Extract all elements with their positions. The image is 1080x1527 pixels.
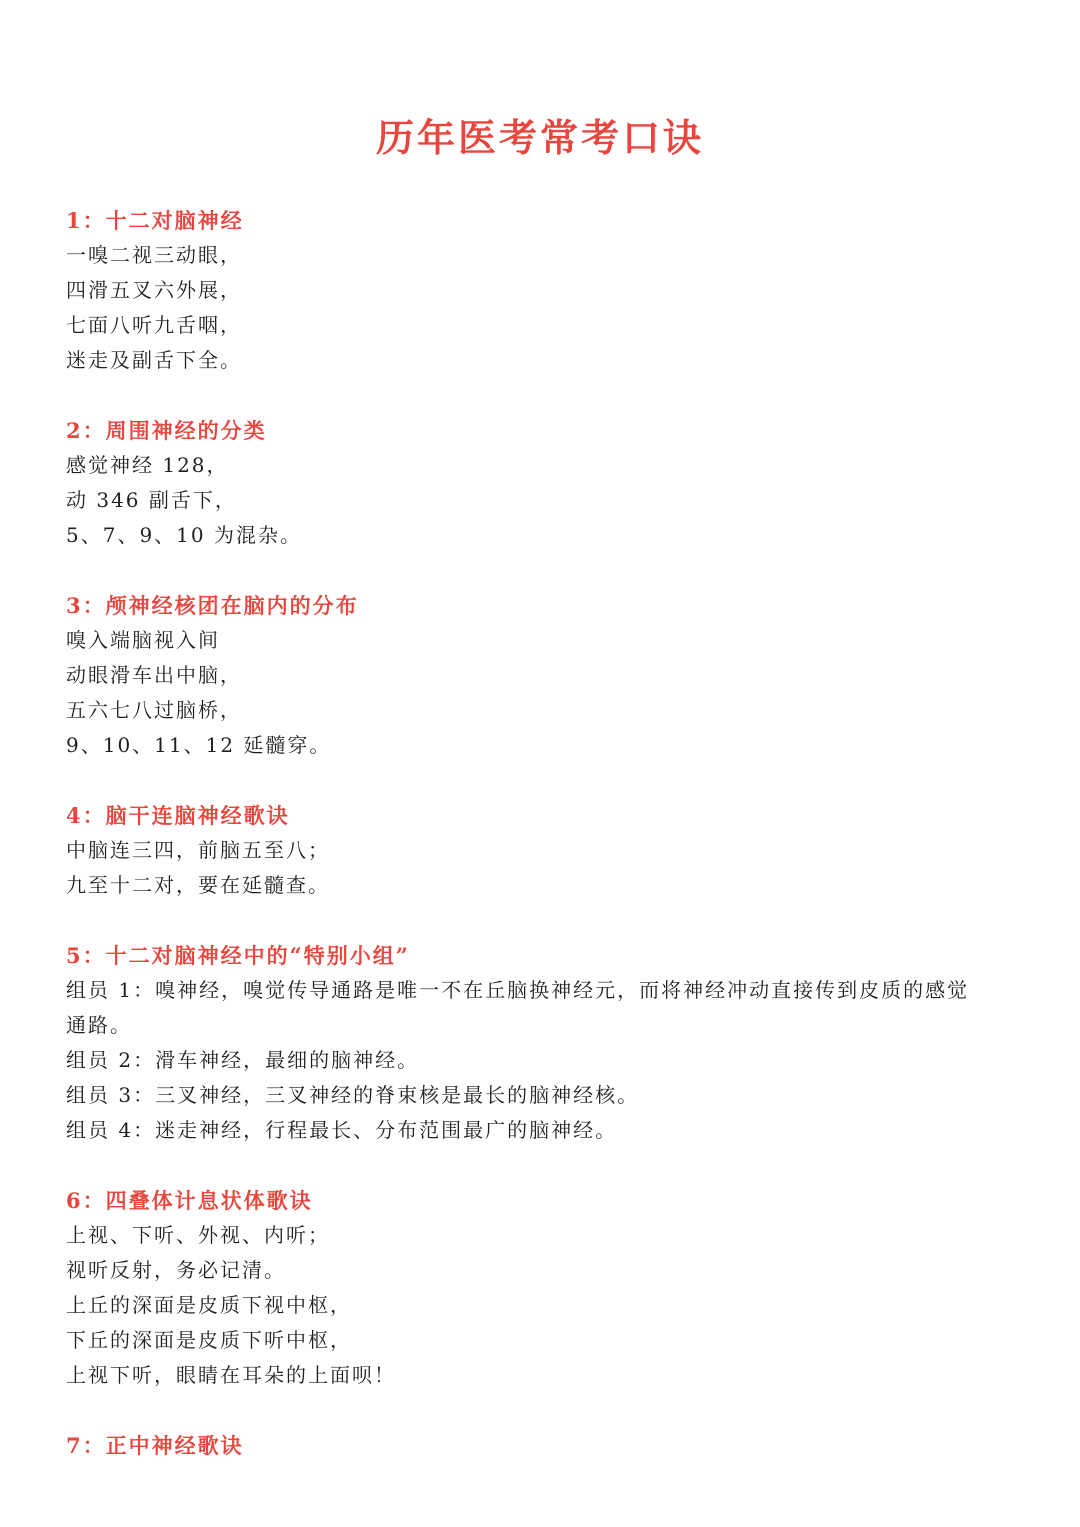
- mnemonic-section: [66, 413, 1026, 553]
- mnemonic-section: [66, 938, 1026, 1148]
- mnemonic-line: 动 346 副舌下，: [66, 488, 237, 512]
- mnemonic-line: 上丘的深面是皮质下视中枢，: [66, 1293, 352, 1317]
- page-title: 历年医考常考口诀: [375, 115, 704, 160]
- section-heading: 4：脑干连脑神经歌诀: [66, 803, 290, 828]
- mnemonic-line: 动眼滑车出中脑，: [66, 663, 242, 687]
- mnemonic-line: 组员 2：滑车神经，最细的脑神经。: [66, 1048, 420, 1072]
- mnemonic-line: 中脑连三四，前脑五至八；: [66, 838, 330, 862]
- mnemonic-line: 视听反射，务必记清。: [66, 1258, 286, 1282]
- section-heading: 2：周围神经的分类: [66, 418, 267, 443]
- section-heading: 1：十二对脑神经: [66, 208, 244, 233]
- mnemonic-line: 七面八听九舌咽，: [66, 313, 242, 337]
- mnemonic-line: 九至十二对，要在延髓查。: [66, 873, 330, 897]
- mnemonic-line: 下丘的深面是皮质下听中枢，: [66, 1328, 352, 1352]
- mnemonic-line: 嗅入端脑视入间: [66, 628, 220, 652]
- mnemonic-line: 组员 3：三叉神经，三叉神经的脊束核是最长的脑神经核。: [66, 1083, 640, 1107]
- section-heading: 5：十二对脑神经中的“特别小组”: [66, 943, 410, 968]
- mnemonic-section: [66, 798, 1026, 903]
- mnemonic-line: 9、10、11、12 延髓穿。: [66, 733, 332, 757]
- mnemonic-line: 上视下听，眼睛在耳朵的上面呗！: [66, 1363, 396, 1387]
- mnemonic-line: 四滑五叉六外展，: [66, 278, 242, 302]
- mnemonic-section: [66, 1428, 1026, 1463]
- mnemonic-line: 五六七八过脑桥，: [66, 698, 242, 722]
- mnemonic-section: [66, 588, 1026, 763]
- mnemonic-line: 组员 4：迷走神经，行程最长、分布范围最广的脑神经。: [66, 1118, 618, 1142]
- mnemonic-line: 通路。: [66, 1013, 132, 1037]
- mnemonic-section: [66, 1183, 1026, 1393]
- mnemonic-line: 5、7、9、10 为混杂。: [66, 523, 302, 547]
- mnemonic-section: [66, 203, 1026, 378]
- mnemonic-line: 一嗅二视三动眼，: [66, 243, 242, 267]
- section-heading: 7：正中神经歌诀: [66, 1433, 244, 1458]
- mnemonic-list: [66, 203, 1026, 1498]
- mnemonic-line: 组员 1：嗅神经，嗅觉传导通路是唯一不在丘脑换神经元，而将神经冲动直接传到皮质的感觉: [66, 978, 970, 1002]
- section-heading: 3：颅神经核团在脑内的分布: [66, 593, 359, 618]
- mnemonic-line: 感觉神经 128，: [66, 453, 229, 477]
- mnemonic-line: 迷走及副舌下全。: [66, 348, 242, 372]
- mnemonic-line: 上视、下听、外视、内听；: [66, 1223, 330, 1247]
- section-heading: 6：四叠体计息状体歌诀: [66, 1188, 313, 1213]
